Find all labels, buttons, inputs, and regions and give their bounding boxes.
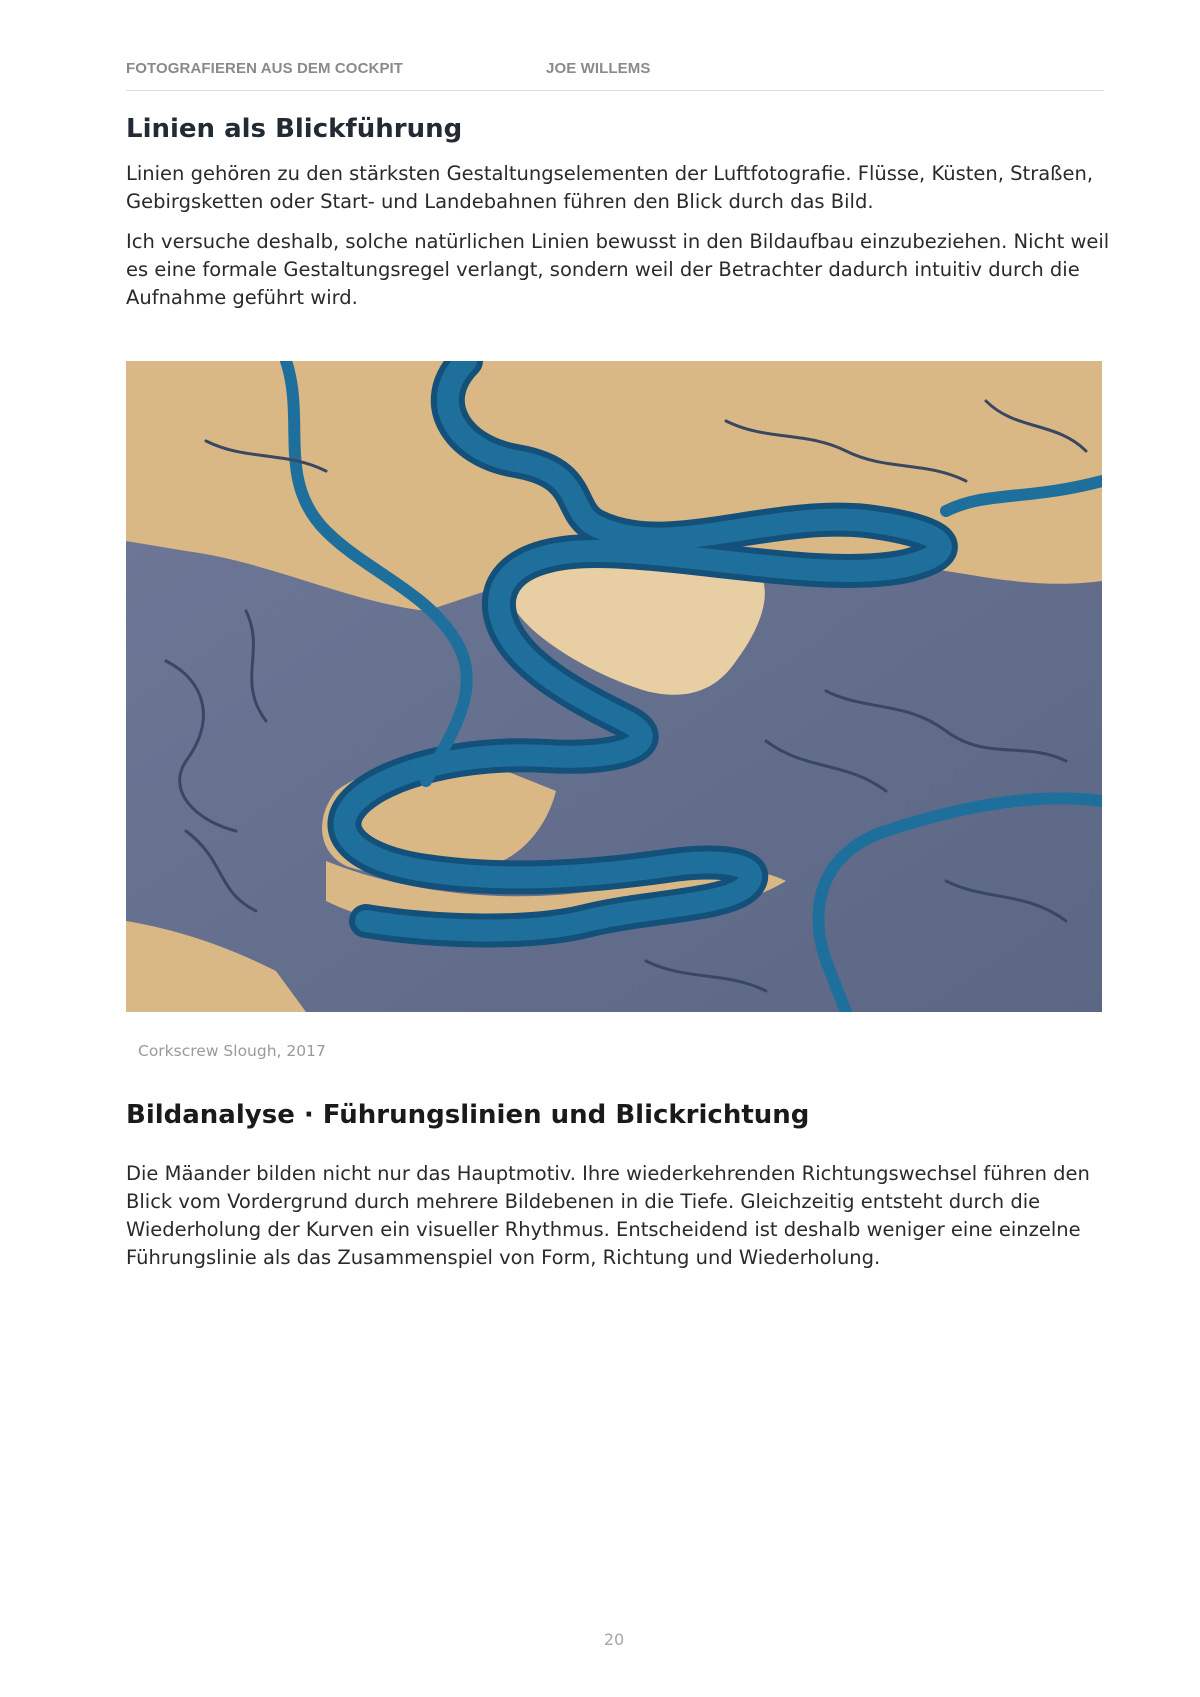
- section-heading: Linien als Blickführung: [126, 114, 463, 144]
- intro-paragraph: Linien gehören zu den stärksten Gestaltungselementen der Luftfotografie. Flüsse, Küsten, Straßen, Gebirgsketten oder Start- und Landebahnen führen den Blick durch das Bild.: [126, 162, 1094, 213]
- meander-illustration: [126, 361, 1102, 1012]
- aerial-photo: [126, 361, 1102, 1012]
- analysis-heading: Bildanalyse · Führungslinien und Blickrichtung: [126, 1100, 810, 1130]
- header-book-title: FOTOGRAFIEREN AUS DEM COCKPIT: [126, 60, 404, 77]
- analysis-paragraph: Die Mäander bilden nicht nur das Hauptmotiv. Ihre wiederkehrenden Richtungswechsel führen den Blick vom Vordergrund durch mehrere Bildebenen in die Tiefe. Gleichzeitig entsteht durch die Wiederholung der Kurven ein visueller Rhythmus. Entscheidend ist deshalb weniger eine einzelne Führungslinie als das Zusammenspiel von Form, Richtung und Wiederholung.: [126, 1162, 1090, 1269]
- photo-caption: Corkscrew Slough, 2017: [138, 1042, 326, 1060]
- header-author: JOE WILLEMS: [546, 60, 651, 77]
- approach-paragraph: Ich versuche deshalb, solche natürlichen Linien bewusst in den Bildaufbau einzubeziehen. Nicht weil es eine formale Gestaltungsregel verlangt, sondern weil der Betrachter dadurch intuitiv durch die Aufnahme geführt wird.: [126, 230, 1110, 309]
- page-number: 20: [603, 1630, 625, 1649]
- running-header: [126, 58, 1104, 91]
